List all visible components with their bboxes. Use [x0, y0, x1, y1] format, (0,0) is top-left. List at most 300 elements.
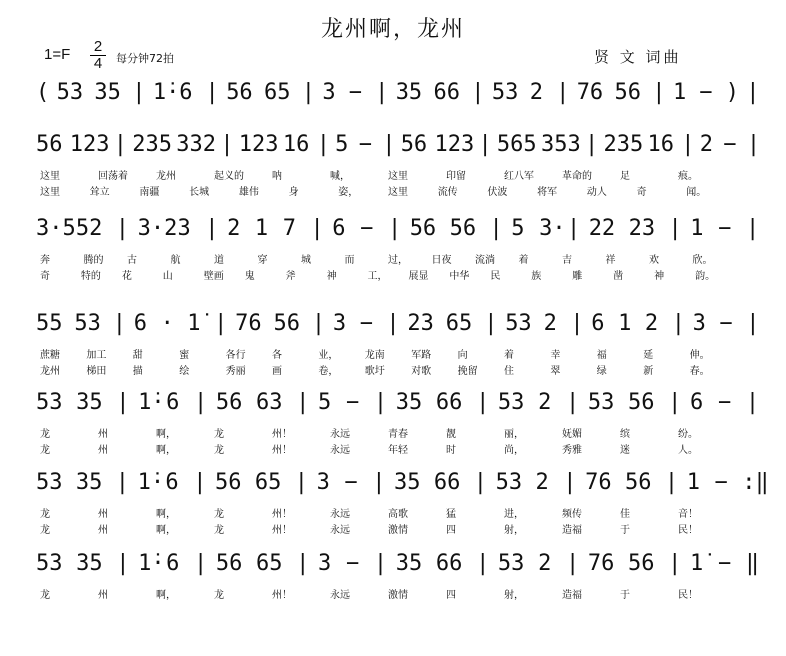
note: 2 — [699, 132, 714, 157]
note: 76 — [576, 80, 604, 105]
lyric-syllable: 高歌 — [388, 509, 408, 520]
lyric-syllable: 龙 — [214, 509, 224, 520]
lyric-syllable: 住 — [504, 366, 514, 377]
lyric-syllable: 龙州 — [156, 171, 176, 182]
note: − — [346, 551, 360, 576]
note: − — [359, 311, 373, 336]
note: 53 — [36, 551, 63, 576]
note: 53 — [495, 470, 523, 495]
bar-line: | — [566, 551, 580, 576]
lyric-syllable: 呐 — [272, 171, 282, 182]
note: 6 — [690, 390, 704, 415]
lyric-syllable: 州 — [98, 445, 108, 456]
bar-line: | — [566, 390, 580, 415]
lyric-syllable: 这里 — [388, 171, 408, 182]
lyric-syllable: 幸 — [550, 350, 561, 361]
lyric-syllable: 凿 — [613, 271, 624, 282]
lyric-syllable: 而 — [344, 255, 355, 266]
note: 235 — [132, 132, 173, 157]
bar-line: | — [372, 470, 386, 495]
lyric-line — [0, 444, 786, 458]
lyric-syllable: 腾的 — [83, 255, 104, 266]
note: 56 — [215, 470, 242, 495]
note: 53 — [491, 80, 519, 105]
lyric-syllable: 民！ — [678, 525, 698, 536]
note: 23 — [407, 311, 434, 336]
bar-line: | — [112, 311, 127, 336]
lyric-syllable: 年轻 — [388, 445, 408, 456]
note: 16 — [647, 132, 674, 157]
lyric-syllable: 展显 — [408, 271, 429, 282]
bar-line: | — [316, 132, 330, 157]
lyric-syllable: 尚， — [504, 445, 524, 456]
note: − — [348, 80, 362, 105]
bar-line: | — [652, 80, 666, 105]
lyric-syllable: 向 — [457, 350, 468, 361]
lyric-syllable: 龙 — [40, 525, 50, 536]
lyric-syllable: 欣。 — [692, 255, 713, 266]
bar-line: | — [476, 551, 490, 576]
lyric-syllable: 啊， — [156, 525, 176, 536]
lyric-syllable: 画 — [272, 366, 282, 377]
lyric-syllable: 姿， — [338, 187, 359, 198]
lyric-syllable: 奇 — [636, 187, 647, 198]
lyric-syllable: 啊， — [156, 429, 176, 440]
note: − — [714, 470, 728, 495]
note: 1 — [690, 216, 704, 241]
note: 1̇· — [138, 551, 165, 576]
lyric-syllable: 对歌 — [411, 366, 432, 377]
note: 35 — [395, 390, 423, 415]
lyric-syllable: 这里 — [40, 187, 60, 198]
lyric-syllable: 福 — [596, 350, 607, 361]
note: 16 — [282, 132, 310, 157]
lyric-syllable: 造福 — [562, 525, 582, 536]
lyric-syllable: 秀丽 — [225, 366, 246, 377]
key-signature: 1=F — [44, 46, 71, 63]
bar-line: | — [115, 470, 130, 495]
score-row — [0, 303, 786, 391]
bar-line: | — [471, 80, 485, 105]
lyric-syllable: 永远 — [330, 509, 350, 520]
lyric-syllable: 州 — [98, 525, 108, 536]
bar-line: | — [205, 80, 219, 105]
bar-line: | — [668, 390, 682, 415]
note: 5 — [318, 390, 332, 415]
bar-line: | — [746, 80, 760, 105]
note: 35 — [76, 390, 103, 415]
lyric-syllable: 喊， — [330, 171, 350, 182]
tempo-marking: 每分钟72拍 — [116, 52, 174, 65]
lyric-syllable: 迷 — [620, 445, 630, 456]
lyric-syllable: 起义的 — [214, 171, 244, 182]
lyric-syllable: 纷。 — [678, 429, 698, 440]
note: 332 — [176, 132, 217, 157]
note: 66 — [435, 551, 463, 576]
lyric-syllable: 延 — [643, 350, 654, 361]
notation-line — [0, 462, 786, 506]
bar-line: | — [478, 132, 492, 157]
note: 1̇· — [137, 470, 165, 495]
lyric-syllable: 动人 — [586, 187, 607, 198]
lyric-syllable: 壁画 — [203, 271, 224, 282]
lyric-syllable: 啊， — [156, 590, 176, 601]
bar-line: | — [214, 311, 228, 336]
note: 123 — [238, 132, 279, 157]
bar-line: | — [296, 551, 310, 576]
lyric-syllable: 奔 — [40, 255, 50, 266]
note: 35 — [94, 80, 121, 105]
lyric-syllable: 时 — [446, 445, 456, 456]
note: 5 — [511, 216, 525, 241]
note: 56 — [614, 80, 641, 105]
note: 6 — [166, 390, 180, 415]
note: 22 — [588, 216, 616, 241]
score-row — [0, 124, 786, 212]
lyric-syllable: 这里 — [40, 171, 60, 182]
lyric-line — [0, 186, 786, 200]
bar-line: | — [375, 80, 389, 105]
note: 1 — [686, 470, 700, 495]
lyric-syllable: 各 — [272, 350, 282, 361]
bar-line: | — [476, 390, 490, 415]
lyric-syllable: 州！ — [272, 590, 292, 601]
lyric-syllable: 祥 — [605, 255, 616, 266]
note: 52 — [75, 216, 103, 241]
score-title: 龙州啊，龙州 — [320, 17, 465, 42]
note: 6 — [166, 551, 180, 576]
note: 56 — [215, 390, 243, 415]
note: 2 — [227, 216, 241, 241]
lyric-syllable: 鬼 — [244, 271, 255, 282]
note: 2 — [535, 470, 549, 495]
lyric-syllable: 靓 — [446, 429, 456, 440]
lyric-syllable: 蜜 — [179, 350, 190, 361]
note: 66 — [433, 80, 460, 105]
lyric-syllable: 中华 — [449, 271, 470, 282]
note: − — [723, 132, 737, 157]
lyric-syllable: 龙 — [214, 445, 224, 456]
lyric-syllable: 州 — [98, 590, 108, 601]
time-signature-bottom: 4 — [90, 55, 106, 72]
note: 2 — [543, 311, 557, 336]
bar-line: | — [664, 470, 679, 495]
lyric-syllable: 甜 — [132, 350, 143, 361]
lyric-syllable: 回荡着 — [98, 171, 128, 182]
lyric-syllable: 永远 — [330, 590, 350, 601]
note: 76 — [235, 311, 262, 336]
note: 1 — [673, 80, 687, 105]
lyric-syllable: 闻。 — [686, 187, 707, 198]
note: 53 — [587, 390, 615, 415]
note: 1 — [618, 311, 632, 336]
bar-line: | — [294, 470, 309, 495]
lyric-syllable: 造福 — [562, 590, 582, 601]
note: 123 — [434, 132, 475, 157]
repeat-bracket: ( — [36, 80, 50, 105]
note: − — [718, 390, 732, 415]
note: 2 — [538, 390, 552, 415]
note: 56 — [628, 390, 655, 415]
lyric-line — [0, 428, 786, 442]
lyric-syllable: 蔗糖 — [40, 350, 60, 361]
lyric-syllable: 龙南 — [364, 350, 385, 361]
lyric-syllable: 奇 — [40, 271, 50, 282]
lyric-syllable: 龙 — [214, 590, 224, 601]
bar-line: | — [668, 216, 682, 241]
note: 53 — [505, 311, 532, 336]
lyric-syllable: 州！ — [272, 525, 292, 536]
bar-line: | — [388, 216, 402, 241]
lyric-syllable: 雄伟 — [238, 187, 259, 198]
lyric-syllable: 穿 — [257, 255, 268, 266]
note: 3 — [692, 311, 706, 336]
lyric-syllable: 航 — [170, 255, 181, 266]
score-row — [0, 208, 786, 296]
bar-line: | — [484, 311, 498, 336]
lyric-syllable: 南疆 — [139, 187, 160, 198]
lyric-syllable: 耸立 — [89, 187, 110, 198]
bar-line: | — [116, 390, 130, 415]
lyric-syllable: 流传 — [437, 187, 458, 198]
bar-line: | — [567, 216, 581, 241]
note: − — [719, 311, 733, 336]
bar-line: | — [563, 470, 577, 495]
lyric-syllable: 业， — [318, 350, 339, 361]
note: − — [718, 216, 732, 241]
note: 35 — [76, 551, 103, 576]
lyric-syllable: 古 — [127, 255, 137, 266]
lyric-line — [0, 508, 786, 522]
lyric-syllable: 翠 — [550, 366, 561, 377]
bar-line: | — [115, 216, 130, 241]
lyric-line — [0, 170, 786, 184]
note: 5 — [335, 132, 349, 157]
lyric-line — [0, 365, 786, 379]
lyric-syllable: 描 — [132, 366, 143, 377]
note: 53 — [36, 470, 63, 495]
lyric-syllable: 啊， — [156, 509, 176, 520]
bar-line: | — [296, 390, 310, 415]
lyric-syllable: 歌圩 — [364, 366, 385, 377]
bar-line: | — [382, 132, 396, 157]
note: 3·2 — [137, 216, 178, 241]
lyric-syllable: 人。 — [678, 445, 698, 456]
note: 1̇ — [187, 311, 201, 336]
note: 56 — [226, 80, 253, 105]
note: − — [718, 551, 732, 576]
lyric-syllable: 州！ — [272, 509, 292, 520]
lyric-syllable: 长城 — [189, 187, 210, 198]
lyric-syllable: 龙 — [40, 590, 50, 601]
lyric-syllable: 永远 — [330, 525, 350, 536]
lyric-syllable: 山 — [162, 271, 173, 282]
lyric-syllable: 印留 — [446, 171, 466, 182]
note: 3·5 — [36, 216, 76, 241]
note: 6 — [332, 216, 346, 241]
note: 53 — [56, 80, 84, 105]
lyric-line — [0, 589, 786, 603]
bar-line: | — [132, 80, 146, 105]
lyric-syllable: 足 — [620, 171, 630, 182]
lyric-line — [0, 270, 786, 284]
bar-line: | — [205, 216, 219, 241]
note: 56 — [625, 470, 652, 495]
lyric-syllable: 龙 — [40, 509, 50, 520]
note: 7 — [282, 216, 296, 241]
lyric-syllable: 民 — [490, 271, 501, 282]
note: 2 — [529, 80, 544, 105]
bar-line: | — [373, 551, 388, 576]
time-signature — [90, 39, 106, 72]
note: 76 — [587, 551, 615, 576]
note: − — [344, 470, 358, 495]
note: 6 — [179, 80, 193, 105]
score-row — [0, 462, 786, 550]
lyric-syllable: 着 — [504, 350, 514, 361]
lyric-syllable: 州 — [98, 509, 108, 520]
note: 353 — [541, 132, 581, 157]
bar-line: | — [745, 390, 760, 415]
bar-line: | — [220, 132, 234, 157]
lyric-syllable: 流淌 — [475, 255, 495, 266]
lyric-syllable: 州 — [98, 429, 108, 440]
lyric-syllable: 神 — [326, 271, 337, 282]
note: 3 — [322, 80, 336, 105]
lyric-syllable: 绿 — [596, 366, 607, 377]
lyric-syllable: 四 — [446, 590, 456, 601]
lyric-syllable: 韵。 — [695, 271, 716, 282]
note: 3 — [316, 470, 330, 495]
repeat-bracket: ) — [725, 80, 739, 105]
lyric-line — [0, 254, 786, 268]
note: 35 — [75, 470, 103, 495]
note: 53 — [497, 390, 525, 415]
note: 3· — [539, 216, 566, 241]
bar-line: | — [746, 132, 761, 157]
lyric-syllable: 过， — [388, 255, 408, 266]
lyric-syllable: 猛 — [446, 509, 456, 520]
lyric-syllable: 斧 — [285, 271, 296, 282]
note: 1̇· — [138, 390, 165, 415]
bar-line: | — [193, 470, 207, 495]
lyric-syllable: 挽留 — [457, 366, 478, 377]
note: 53 — [497, 551, 525, 576]
lyric-line — [0, 349, 786, 363]
note: 565 — [496, 132, 537, 157]
note: 65 — [256, 551, 283, 576]
bar-line: :‖ — [742, 470, 769, 495]
bar-line: | — [746, 311, 760, 336]
lyric-syllable: 吉 — [562, 255, 572, 266]
note: 56 — [273, 311, 300, 336]
lyric-syllable: 激情 — [388, 590, 408, 601]
note: 35 — [395, 551, 423, 576]
lyric-syllable: 各行 — [225, 350, 246, 361]
note: 1̇· — [152, 80, 180, 105]
lyric-syllable: 频传 — [562, 509, 582, 520]
lyric-syllable: 龙 — [40, 429, 50, 440]
lyric-syllable: 伸。 — [689, 350, 710, 361]
score-row — [0, 543, 786, 631]
score-row — [0, 382, 786, 470]
bar-line: | — [585, 132, 599, 157]
lyric-syllable: 特的 — [80, 271, 101, 282]
note: · — [160, 311, 174, 336]
bar-line: | — [671, 311, 685, 336]
lyric-syllable: 工， — [367, 271, 388, 282]
author-credit: 贤 文 词曲 — [594, 48, 682, 66]
lyric-syllable: 州！ — [272, 445, 292, 456]
note: 6 — [133, 311, 148, 336]
bar-line: | — [373, 390, 388, 415]
lyric-syllable: 激情 — [388, 525, 408, 536]
lyric-syllable: 州！ — [272, 429, 292, 440]
time-signature-top: 2 — [93, 38, 103, 55]
notation-line — [0, 72, 786, 116]
note: 65 — [264, 80, 291, 105]
lyric-syllable: 卷， — [318, 366, 339, 377]
note: 23 — [628, 216, 656, 241]
note: 63 — [256, 390, 283, 415]
lyric-syllable: 永远 — [330, 429, 350, 440]
note: − — [358, 132, 372, 157]
note: 35 — [394, 470, 421, 495]
lyric-syllable: 龙 — [40, 445, 50, 456]
lyric-syllable: 于 — [620, 590, 630, 601]
notation-line — [0, 543, 786, 587]
bar-line: | — [668, 551, 682, 576]
note: 6 — [165, 470, 179, 495]
note: − — [346, 390, 360, 415]
lyric-syllable: 于 — [620, 525, 630, 536]
note: 1̇ — [690, 551, 704, 576]
note: 35 — [395, 80, 423, 105]
lyric-syllable: 族 — [531, 271, 542, 282]
lyric-syllable: 雕 — [572, 271, 583, 282]
note: 55 — [36, 311, 63, 336]
bar-line: | — [473, 470, 488, 495]
note: 53 — [74, 311, 101, 336]
note: 65 — [254, 470, 282, 495]
lyric-syllable: 新 — [643, 366, 654, 377]
lyric-syllable: 佳 — [620, 509, 630, 520]
lyric-syllable: 青春 — [388, 429, 408, 440]
note: 76 — [585, 470, 612, 495]
lyric-syllable: 永远 — [330, 445, 350, 456]
notation-line — [0, 382, 786, 426]
lyric-syllable: 城 — [301, 255, 311, 266]
lyric-syllable: 将军 — [537, 187, 558, 198]
note: 56 — [449, 216, 477, 241]
lyric-syllable: 进， — [504, 509, 524, 520]
bar-line: | — [556, 80, 570, 105]
bar-line: | — [194, 390, 208, 415]
lyric-syllable: 音！ — [678, 509, 698, 520]
lyric-line — [0, 524, 786, 538]
note: 3 — [177, 216, 191, 241]
lyric-syllable: 痕。 — [678, 171, 698, 182]
lyric-syllable: 龙 — [214, 429, 224, 440]
bar-line: | — [746, 216, 760, 241]
note: 2 — [644, 311, 659, 336]
lyric-syllable: 花 — [121, 271, 132, 282]
note: 56 — [409, 216, 437, 241]
lyric-syllable: 秀雅 — [562, 445, 582, 456]
lyric-syllable: 龙 — [214, 525, 224, 536]
lyric-syllable: 射， — [504, 590, 524, 601]
lyric-syllable: 军路 — [411, 350, 432, 361]
